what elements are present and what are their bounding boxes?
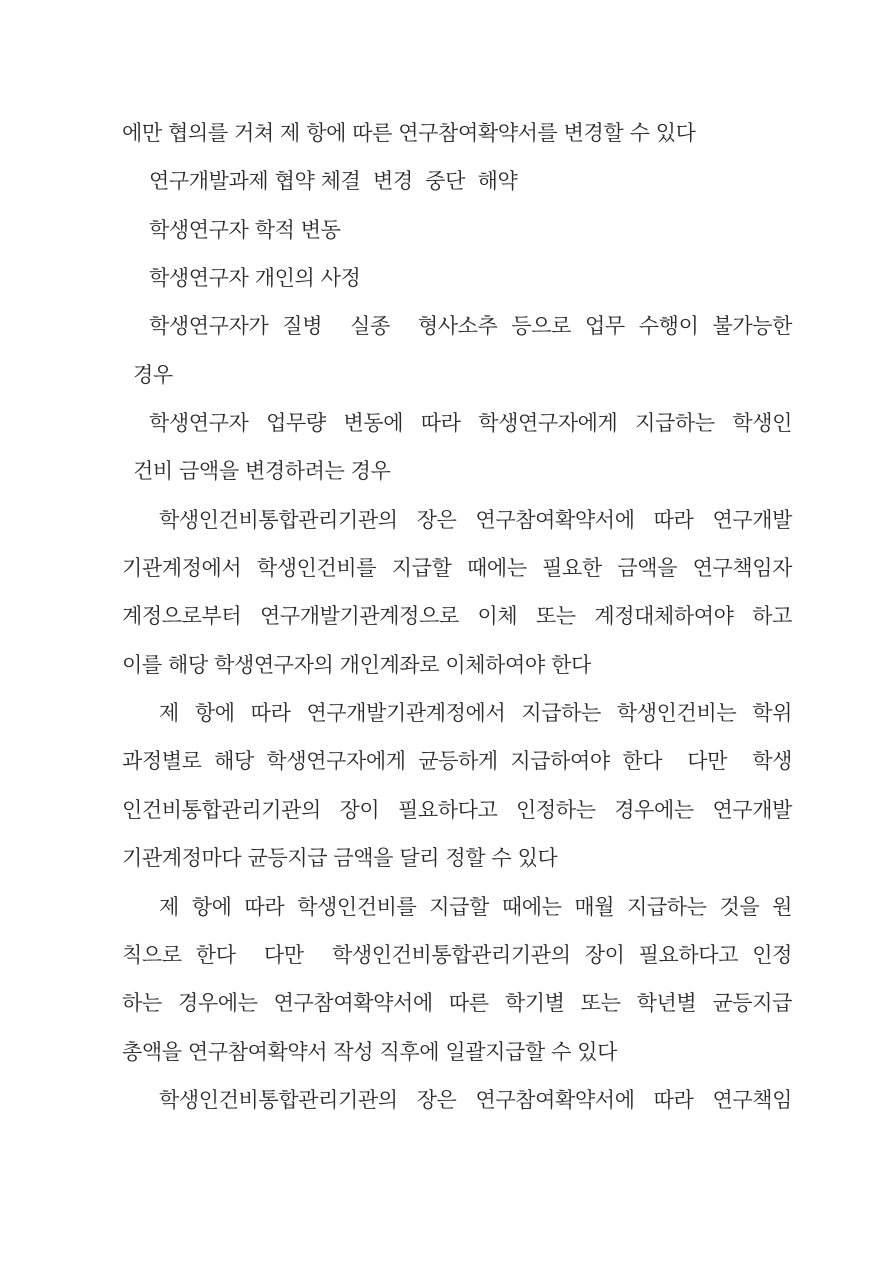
text-line: 학생연구자가 질병 실종 형사소추 등으로 업무 수행이 불가능한	[149, 314, 792, 339]
text-line: 칙으로 한다 다만 학생인건비통합관리기관의 장이 필요하다고 인정	[122, 942, 792, 967]
text-line: 학생연구자 학적 변동	[149, 217, 341, 242]
text-line: 총액을 연구참여확약서 작성 직후에 일괄지급할 수 있다	[122, 1039, 618, 1064]
text-line: 경우	[133, 362, 173, 387]
text-line: 인건비통합관리기관의 장이 필요하다고 인정하는 경우에는 연구개발	[122, 797, 792, 822]
text-line: 학생인건비통합관리기관의 장은 연구참여확약서에 따라 연구책임	[159, 1087, 792, 1112]
text-line: 학생연구자 업무량 변동에 따라 학생연구자에게 지급하는 학생인	[149, 411, 792, 436]
text-line: 하는 경우에는 연구참여확약서에 따른 학기별 또는 학년별 균등지급	[122, 991, 792, 1016]
text-line: 학생연구자 개인의 사정	[149, 266, 361, 291]
text-line: 기관계정에서 학생인건비를 지급할 때에는 필요한 금액을 연구책임자	[122, 556, 792, 581]
text-line: 과정별로 해당 학생연구자에게 균등하게 지급하여야 한다 다만 학생	[122, 749, 792, 774]
text-line: 이를 해당 학생연구자의 개인계좌로 이체하여야 한다	[122, 652, 591, 677]
text-line: 제 항에 따라 학생인건비를 지급할 때에는 매월 지급하는 것을 원	[159, 894, 792, 919]
text-line: 건비 금액을 변경하려는 경우	[133, 459, 391, 484]
text-line: 기관계정마다 균등지급 금액을 달리 정할 수 있다	[122, 846, 558, 871]
document-text-block	[122, 109, 792, 1124]
text-line: 계정으로부터 연구개발기관계정으로 이체 또는 계정대체하여야 하고	[122, 604, 792, 629]
text-line: 에만 협의를 거쳐 제 항에 따른 연구참여확약서를 변경할 수 있다	[122, 121, 696, 145]
text-line: 제 항에 따라 연구개발기관계정에서 지급하는 학생인건비는 학위	[159, 701, 792, 726]
text-line: 학생인건비통합관리기관의 장은 연구참여확약서에 따라 연구개발	[159, 507, 792, 532]
text-line: 연구개발과제 협약 체결 변경 중단 해약	[149, 169, 518, 194]
